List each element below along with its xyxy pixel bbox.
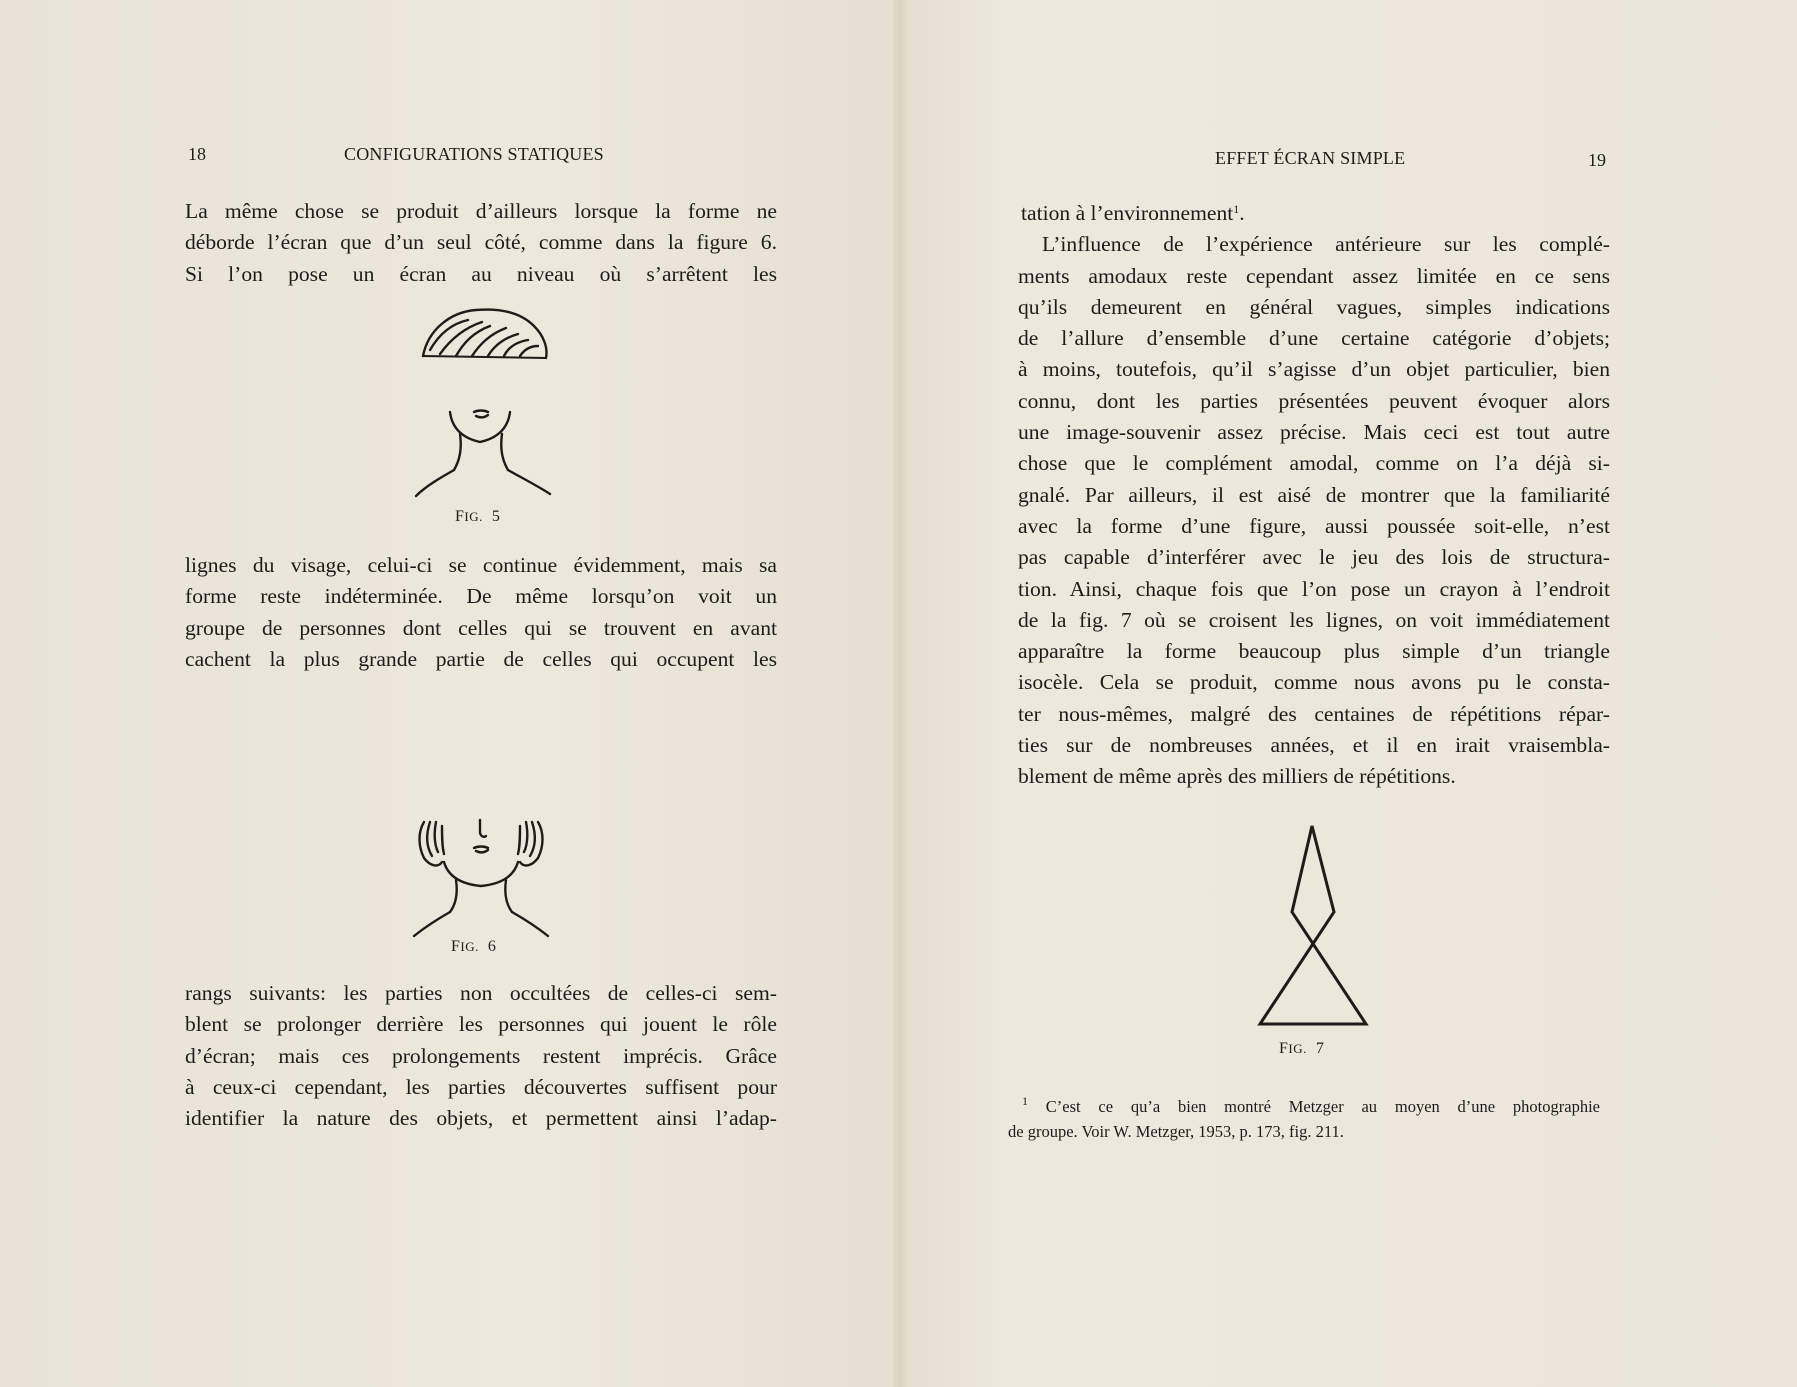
- text-fragment: tation à l’environnement: [1021, 201, 1234, 225]
- text-line: ties sur de nombreuses années, et il en irait vraisembla-: [1018, 733, 1610, 758]
- page-number-right: 19: [1588, 150, 1606, 170]
- text-line: isocèle. Cela se produit, comme nous avons pu le consta-: [1018, 670, 1610, 695]
- text-line: blent se prolonger derrière les personnes qui jouent le rôle: [185, 1012, 777, 1037]
- fig7-caption: FIG. 7: [1279, 1040, 1325, 1057]
- text-line: forme reste indéterminée. De même lorsqu’on voit un: [185, 584, 777, 609]
- text-line: La même chose se produit d’ailleurs lorsque la forme ne: [185, 199, 777, 223]
- left-paragraph-2: [185, 550, 777, 675]
- footnote-reference: 1: [1233, 202, 1240, 216]
- text-line: de l’allure d’ensemble d’une certaine catégorie d’objets;: [1018, 326, 1610, 351]
- text-line: de la fig. 7 où se croisent les lignes, on voit immédiatement: [1018, 607, 1610, 632]
- fig6-face-drawing: [412, 818, 550, 938]
- text-line: L’influence de l’expérience antérieure sur les complé-: [1042, 232, 1610, 257]
- text-line: à moins, toutefois, qu’il s’agisse d’un objet particulier, bien: [1018, 357, 1610, 382]
- right-page: [898, 0, 1797, 1387]
- fig5-caption: FIG. 5: [455, 508, 501, 525]
- running-head-right: EFFET ÉCRAN SIMPLE: [1215, 148, 1406, 168]
- text-line: Si l’on pose un écran au niveau où s’arrêtent les: [185, 261, 777, 286]
- text-line-first: [1018, 198, 1610, 229]
- text-line: chose que le complément amodal, comme on l’a déjà si-: [1018, 451, 1610, 476]
- text-line: apparaître la forme beaucoup plus simple d’un triangle: [1018, 639, 1610, 664]
- text-line: connu, dont les parties présentées peuvent évoquer alors: [1018, 388, 1610, 413]
- footnote-line: [1008, 1094, 1600, 1119]
- fig6-caption: FIG. 6: [451, 938, 497, 955]
- text-line: groupe de personnes dont celles qui se trouvent en avant: [185, 615, 777, 640]
- fig5-face-drawing: [410, 300, 560, 500]
- book-gutter: [893, 0, 907, 1387]
- text-line: qu’ils demeurent en général vagues, simples indications: [1018, 294, 1610, 319]
- text-line: pas capable d’interférer avec le jeu des lois de structura-: [1018, 545, 1610, 570]
- text-line: une image-souvenir assez précise. Mais ceci est tout autre: [1018, 420, 1610, 445]
- footnote-mark: 1: [1022, 1094, 1028, 1108]
- footnote-text: C’est ce qu’a bien montré Metzger au moyen d’une photographie: [1045, 1097, 1600, 1116]
- left-page: [0, 0, 898, 1387]
- footnote: [1008, 1094, 1600, 1144]
- text-line: gnalé. Par ailleurs, il est aisé de montrer que la familiarité: [1018, 482, 1610, 507]
- text-line: cachent la plus grande partie de celles qui occupent les: [185, 646, 777, 671]
- text-line: d’écran; mais ces prolongements restent imprécis. Grâce: [185, 1043, 777, 1068]
- fig7-crossed-triangle-figure: [1256, 822, 1386, 1028]
- right-paragraph: [1018, 198, 1610, 793]
- text-line: ter nous-mêmes, malgré des centaines de répétitions répar-: [1018, 701, 1610, 726]
- text-line: blement de même après des milliers de répétitions.: [1018, 764, 1456, 789]
- footnote-line: de groupe. Voir W. Metzger, 1953, p. 173, fig. 211.: [1008, 1122, 1344, 1141]
- running-head-left: CONFIGURATIONS STATIQUES: [344, 144, 604, 164]
- page-number-left: 18: [188, 144, 206, 164]
- text-line: ments amodaux reste cependant assez limitée en ce sens: [1018, 263, 1610, 288]
- left-paragraph-3: [185, 978, 777, 1134]
- text-fragment: .: [1239, 201, 1245, 225]
- text-line: tion. Ainsi, chaque fois que l’on pose un crayon à l’endroit: [1018, 576, 1610, 601]
- text-line: à ceux-ci cependant, les parties découvertes suffisent pour: [185, 1074, 777, 1099]
- text-line: lignes du visage, celui-ci se continue évidemment, mais sa: [185, 553, 777, 577]
- text-line: rangs suivants: les parties non occultées de celles-ci sem-: [185, 981, 777, 1005]
- text-line: avec la forme d’une figure, aussi poussée soit-elle, n’est: [1018, 513, 1610, 538]
- left-paragraph-1: [185, 196, 777, 290]
- text-line: déborde l’écran que d’un seul côté, comme dans la figure 6.: [185, 230, 777, 255]
- text-line: identifier la nature des objets, et permettent ainsi l’adap-: [185, 1106, 777, 1131]
